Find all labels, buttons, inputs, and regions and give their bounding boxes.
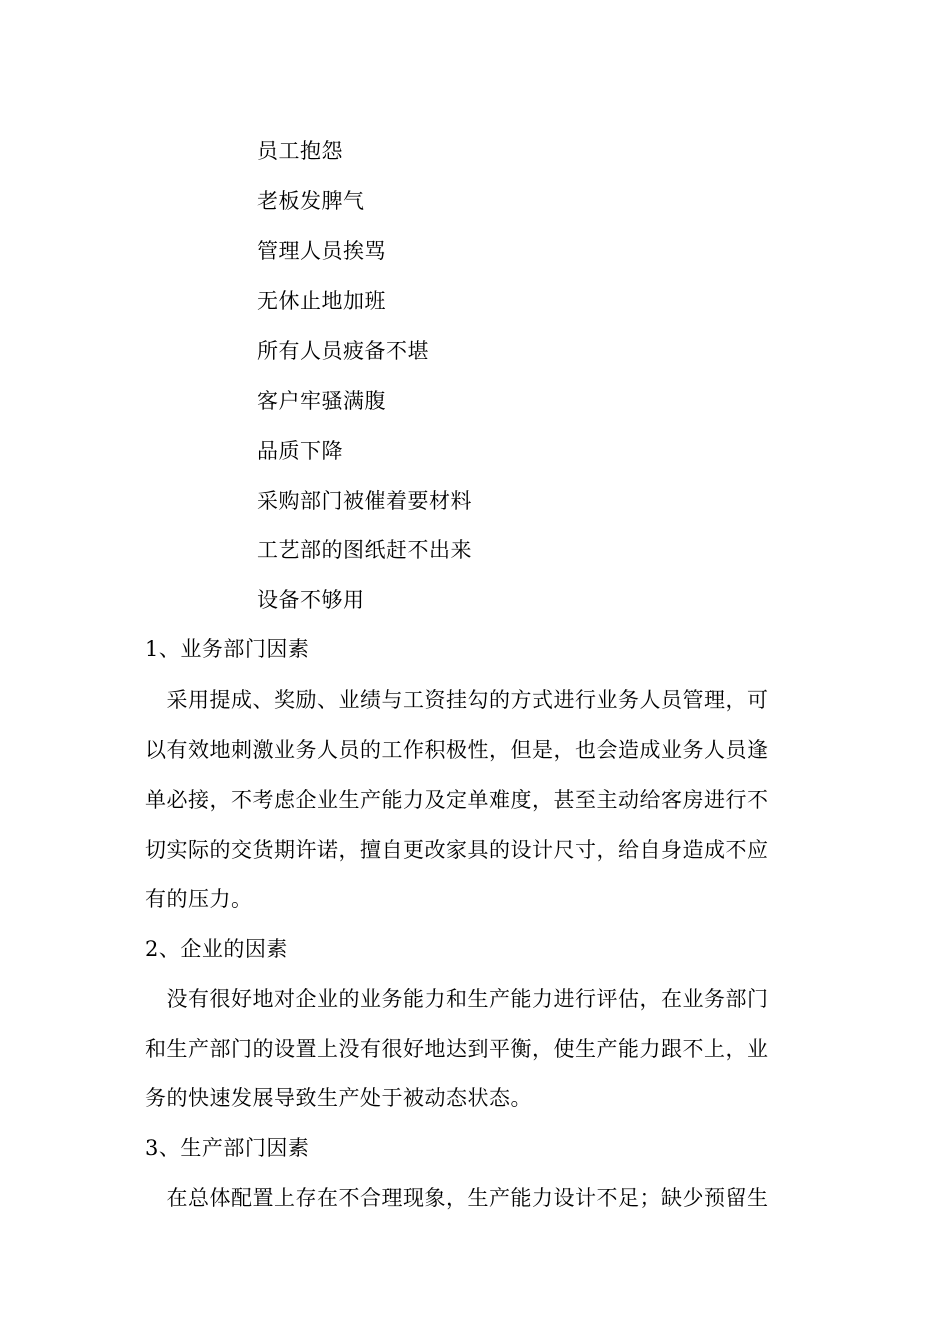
paragraph-line: 单必接，不考虑企业生产能力及定单难度，甚至主动给客房进行不: [145, 788, 769, 812]
symptom-item: 员工抱怨: [257, 139, 343, 163]
symptom-item: 老板发脾气: [257, 189, 365, 213]
symptom-item: 设备不够用: [257, 588, 365, 612]
symptom-item: 客户牢骚满腹: [257, 389, 386, 413]
paragraph-line: 在总体配置上存在不合理现象，生产能力设计不足；缺少预留生: [145, 1186, 769, 1210]
paragraph-line: 采用提成、奖励、业绩与工资挂勾的方式进行业务人员管理，可: [145, 688, 769, 712]
paragraph-line: 切实际的交货期许诺，擅自更改家具的设计尺寸，给自身造成不应: [145, 838, 769, 862]
symptom-item: 管理人员挨骂: [257, 239, 386, 263]
paragraph-line: 和生产部门的设置上没有很好地达到平衡，使生产能力跟不上，业: [145, 1037, 769, 1061]
section-heading-enterprise: 2、企业的因素: [145, 937, 288, 961]
symptom-item: 工艺部的图纸赶不出来: [257, 538, 472, 562]
symptom-item: 所有人员疲备不堪: [257, 339, 429, 363]
paragraph-line: 务的快速发展导致生产处于被动态状态。: [145, 1086, 532, 1110]
paragraph-line: 没有很好地对企业的业务能力和生产能力进行评估，在业务部门: [145, 987, 769, 1011]
section-heading-production: 3、生产部门因素: [145, 1136, 310, 1160]
symptom-item: 无休止地加班: [257, 289, 386, 313]
paragraph-line: 以有效地刺激业务人员的工作积极性，但是，也会造成业务人员逢: [145, 738, 769, 762]
symptom-item: 品质下降: [257, 439, 343, 463]
paragraph-line: 有的压力。: [145, 887, 253, 911]
section-heading-business: 1、业务部门因素: [145, 637, 310, 661]
symptom-item: 采购部门被催着要材料: [257, 489, 472, 513]
